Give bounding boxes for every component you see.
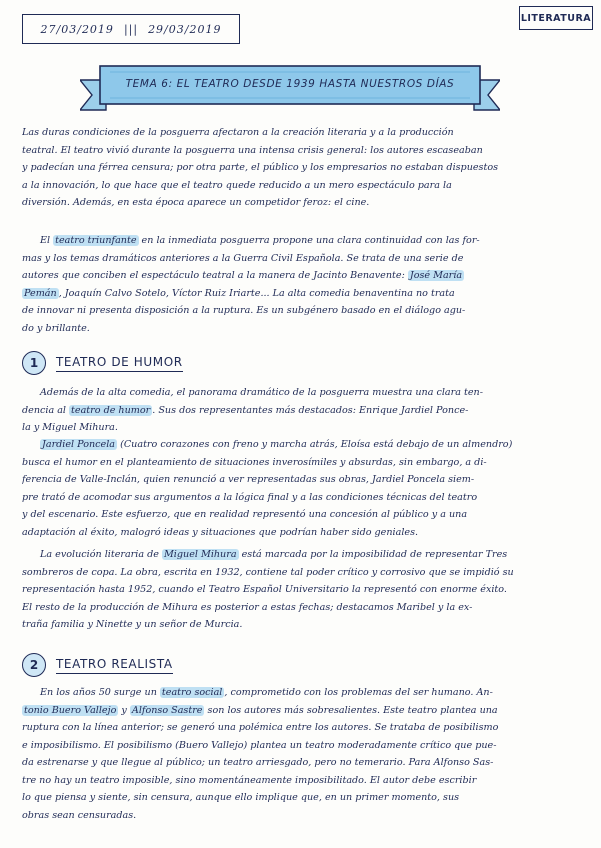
highlight-term: teatro de humor <box>71 404 151 416</box>
text-line: la y Miguel Mihura. <box>22 422 118 433</box>
text-line: Además de la alta comedia, el panorama dramático de la posguerra muestra una clara ten- <box>40 387 483 398</box>
highlight-term: teatro triunfante <box>55 235 137 246</box>
date-end: 29/03/2019 <box>148 22 222 36</box>
subject-text: LITERATURA <box>520 12 592 24</box>
date-range-box <box>22 14 240 44</box>
text-line: ferencia de Valle-Inclán, quien renunció a ver representadas sus obras, Jardiel Poncela siem- <box>22 474 475 485</box>
text-line: da estrenarse y que llegue al público; un teatro arriesgado, pero no temerario. Para Alfonso Sas- <box>22 757 494 768</box>
humor-paragraph-3 <box>22 546 584 634</box>
text-line: autores que conciben el espectáculo teatral a la manera de Jacinto Benavente: José María <box>22 270 463 281</box>
page-title: TEMA 6: EL TEATRO DESDE 1939 HASTA NUESTROS DÍAS <box>125 78 455 90</box>
highlight-author: José María <box>409 270 463 281</box>
text-line: a la innovación, lo que hace que el teatro quede reducido a un mero espectáculo para la <box>22 179 452 191</box>
text-line: diversión. Además, en esta época aparece un competidor feroz: el cine. <box>22 197 370 208</box>
date-start: 27/03/2019 <box>40 22 114 36</box>
section-number-badge: 1 <box>22 351 46 375</box>
text-line: Pemán , Joaquín Calvo Sotelo, Víctor Ruiz Iriarte... La alta comedia benaventina no trata <box>24 287 455 299</box>
section-heading-1 <box>22 350 183 376</box>
section-number-badge: 2 <box>22 653 46 677</box>
date-separator: ||| <box>123 22 139 36</box>
text-line: y padecían una férrea censura; por otra parte, el público y los empresarios no estaban dispuestos <box>22 162 499 173</box>
text-line: tonio Buero Vallejo y Alfonso Sastre son los autores más sobresalientes. Este teatro plantea una <box>24 704 498 716</box>
humor-paragraph-1 <box>22 384 584 437</box>
title-banner <box>80 58 500 118</box>
highlight-author: Alfonso Sastre <box>131 704 203 716</box>
text-line: tre no hay un teatro imposible, sino momentáneamente imposibilitado. El autor debe escribir <box>22 774 477 786</box>
text-line: representación hasta 1952, cuando el Teatro Español Universitario la representó con enorme éxito. <box>22 584 507 595</box>
text-line: lo que piensa y siente, sin censura, aunque ello implique que, en un primer momento, sus <box>22 792 460 803</box>
text-line: mas y los temas dramáticos anteriores a la Guerra Civil Española. Se trata de una serie de <box>22 252 464 264</box>
triunfante-paragraph <box>22 232 584 337</box>
text-line: En los años 50 surge un teatro social , comprometido con los problemas del ser humano. An- <box>40 687 493 698</box>
text-line: ruptura con la línea anterior; se generó una polémica entre los autores. Se trataba de posibilismo <box>22 722 499 733</box>
intro-paragraph <box>22 124 584 212</box>
text-line: dencia al teatro de humor . Sus dos representantes más destacados: Enrique Jardiel Ponce- <box>22 404 469 416</box>
section-title: TEATRO REALISTA <box>56 657 173 674</box>
text-line: Las duras condiciones de la posguerra afectaron a la creación literaria y a la producción <box>22 127 454 138</box>
text-line: teatral. El teatro vivió durante la posguerra una intensa crisis general: los autores escaseaban <box>22 144 483 156</box>
section-title: TEATRO DE HUMOR <box>56 355 183 372</box>
text-line: El teatro triunfante en la inmediata posguerra propone una clara continuidad con las for- <box>40 235 480 246</box>
highlight-author: Jardiel Poncela <box>42 439 116 450</box>
text-line: pre trató de acomodar sus argumentos a la lógica final y a las condiciones técnicas del teatro <box>22 491 478 503</box>
text-line: traña familia y Ninette y un señor de Murcia. <box>22 619 243 630</box>
highlight-author: Miguel Mihura <box>163 549 237 560</box>
text-line: La evolución literaria de Miguel Mihura está marcada por la imposibilidad de representar Tres <box>40 549 508 560</box>
text-line: El resto de la producción de Mihura es posterior a estas fechas; destacamos Maribel y la ex- <box>22 601 473 613</box>
text-line: sombreros de copa. La obra, escrita en 1932, contiene tal poder crítico y corrosivo que se impidió su <box>22 566 514 578</box>
humor-paragraph-2 <box>22 436 584 541</box>
text-line: y del escenario. Este esfuerzo, que en realidad representó una concesión al público y a una <box>22 509 468 520</box>
highlight-author: tonio Buero Vallejo <box>24 704 117 716</box>
text-line: do y brillante. <box>22 322 90 334</box>
text-line: de innovar ni presenta disposición a la ruptura. Es un subgénero basado en el diálogo agu- <box>22 305 466 316</box>
text-line: busca el humor en el planteamiento de situaciones inverosímiles y absurdas, sin embargo, a di- <box>22 456 487 468</box>
highlight-author: Pemán <box>24 287 57 299</box>
text-line: Jardiel Poncela (Cuatro corazones con freno y marcha atrás, Eloísa está debajo de un almendro) <box>42 439 513 450</box>
text-line: obras sean censuradas. <box>22 809 137 821</box>
realista-paragraph <box>22 684 584 824</box>
subject-label <box>519 6 593 30</box>
section-heading-2 <box>22 652 173 678</box>
text-line: adaptación al éxito, malogró ideas y situaciones que podrían haber sido geniales. <box>22 526 419 538</box>
highlight-term: teatro social <box>161 687 223 698</box>
text-line: e imposibilismo. El posibilismo (Buero Vallejo) plantea un teatro moderadamente crítico que pue- <box>22 739 497 751</box>
